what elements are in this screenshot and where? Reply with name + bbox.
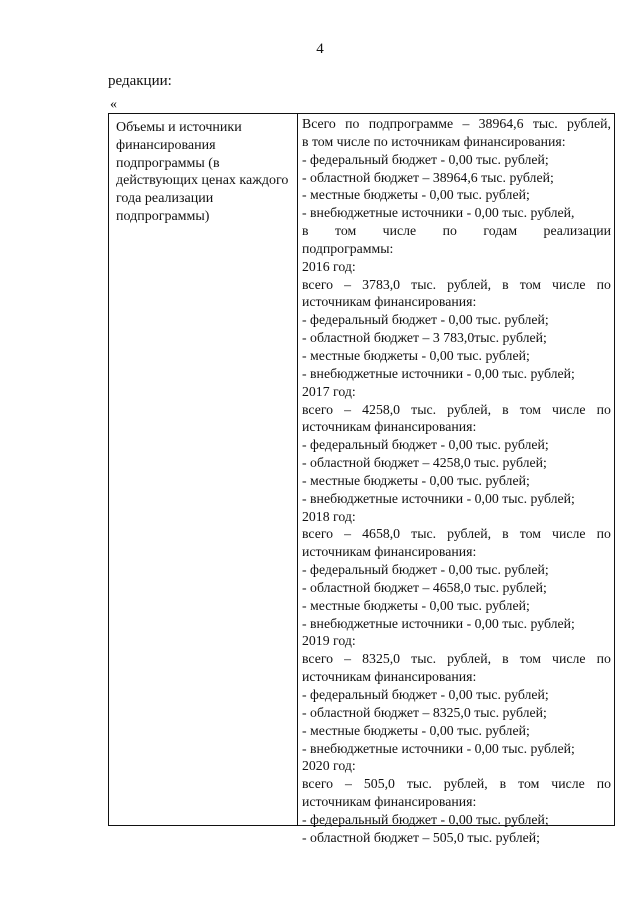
table-value-word: рублей,	[567, 116, 611, 131]
table-value-word: по	[442, 223, 457, 239]
table-value-word: в	[502, 401, 509, 417]
table-value-word: годам	[483, 223, 518, 239]
table-value-line: - федеральный бюджет - 0,00 тыс. рублей;	[302, 437, 549, 453]
table-value-line: - внебюджетные источники - 0,00 тыс. рублей;	[302, 615, 575, 631]
table-value-line: - областной бюджет – 3 783,0тыс. рублей;	[302, 330, 547, 346]
table-value-word: том	[519, 526, 541, 542]
table-value-line	[302, 650, 611, 668]
table-value-word: подпрограмме	[368, 116, 454, 131]
table-value-word: Всего	[302, 116, 336, 131]
table-value-word: в	[499, 776, 507, 792]
page-number: 4	[316, 41, 324, 57]
table-value-line: - местные бюджеты - 0,00 тыс. рублей;	[302, 597, 530, 613]
table-value-line: - внебюджетные источники - 0,00 тыс. рублей;	[302, 740, 575, 756]
table-value-word: числе	[382, 223, 417, 239]
table-value-word: –	[462, 116, 470, 131]
table-value-word: том	[334, 223, 357, 239]
table-value-line: - местные бюджеты - 0,00 тыс. рублей;	[302, 472, 530, 488]
table-value-word: тыс.	[411, 276, 437, 292]
table-value-word: рублей,	[447, 276, 492, 292]
table-value-word: числе	[552, 526, 586, 542]
table-value-word: числе	[552, 651, 586, 667]
table-value-line: - областной бюджет – 8325,0 тыс. рублей;	[302, 704, 547, 720]
table-value-line	[302, 115, 611, 133]
table-value-line: в том числе по источникам финансирования:	[302, 133, 566, 149]
table-value-word: по	[596, 276, 611, 292]
table-value-line: - федеральный бюджет - 0,00 тыс. рублей;	[302, 687, 549, 702]
table-value-word: –	[344, 276, 352, 292]
table-value-line: - областной бюджет – 4258,0 тыс. рублей;	[302, 455, 547, 471]
table-value-word: –	[345, 776, 352, 792]
table-value-word: числе	[552, 401, 586, 417]
table-value-word: всего	[302, 276, 334, 292]
table-value-line	[302, 276, 611, 294]
table-value-line: источникам финансирования:	[302, 294, 477, 310]
table-value-line: - федеральный бюджет - 0,00 тыс. рублей;	[302, 312, 549, 328]
table-value-word: тыс.	[411, 526, 437, 542]
table-value-line	[302, 401, 611, 419]
table-value-word: по	[596, 401, 611, 417]
table-value-word: всего	[302, 401, 334, 417]
table-value-line: - областной бюджет – 505,0 тыс. рублей;	[302, 829, 540, 845]
funding-table	[108, 113, 615, 845]
table-value-word: рублей,	[447, 401, 492, 417]
table-label-cell: Объемы и источники финансирования подпрограммы (в действующих ценах каждого года реализации подпрограммы)	[109, 114, 298, 825]
table-value-word: числе	[551, 776, 585, 792]
table-value-word: 3783,0	[362, 276, 401, 292]
table-value-line: - местные бюджеты - 0,00 тыс. рублей;	[302, 187, 530, 203]
table-value-word: тыс.	[411, 401, 437, 417]
table-value-word: том	[519, 651, 541, 667]
table-value-line: - местные бюджеты - 0,00 тыс. рублей;	[302, 722, 530, 738]
table-value-word: в	[502, 526, 509, 542]
table-value-line: источникам финансирования:	[302, 419, 477, 435]
table-value-word: 8325,0	[362, 651, 401, 667]
table-value-word: 505,0	[363, 776, 395, 792]
table-value-word: всего	[302, 651, 334, 667]
table-value-line: - местные бюджеты - 0,00 тыс. рублей;	[302, 347, 530, 363]
table-value-word: –	[344, 526, 352, 542]
table-value-word: 4658,0	[362, 526, 401, 542]
table-value-line: - областной бюджет – 4658,0 тыс. рублей;	[302, 579, 547, 595]
table-value-line: источникам финансирования:	[302, 794, 477, 810]
table-value-line: 2017 год:	[302, 383, 356, 399]
table-value-line: 2016 год:	[302, 258, 356, 274]
table-value-line	[302, 525, 611, 543]
table-value-word: 4258,0	[362, 401, 401, 417]
table-value-line: источникам финансирования:	[302, 544, 477, 560]
table-value-line: - внебюджетные источники - 0,00 тыс. рублей;	[302, 490, 575, 506]
table-value-word: по	[596, 526, 611, 542]
table-value-line: 2018 год:	[302, 508, 356, 524]
table-value-word: –	[344, 401, 352, 417]
table-value-word: по	[596, 651, 611, 667]
table-value-word: по	[345, 116, 360, 131]
table-value-word: рублей,	[447, 651, 492, 667]
table-value-line: 2020 год:	[302, 758, 356, 774]
table-value-word: в	[302, 223, 309, 239]
table-value-cell	[298, 114, 614, 845]
table-value-word: тыс.	[406, 776, 432, 792]
table-value-word: реализации	[543, 223, 611, 239]
table-value-word: –	[344, 651, 352, 667]
table-value-line: подпрограммы:	[302, 240, 394, 256]
table-value-line: источникам финансирования:	[302, 669, 477, 685]
opening-quote-mark: «	[110, 97, 117, 112]
table-value-word: по	[596, 776, 611, 792]
table-value-line	[302, 775, 611, 793]
table-value-line: - федеральный бюджет - 0,00 тыс. рублей;	[302, 151, 549, 167]
table-value-word: числе	[552, 276, 586, 292]
intro-text: редакции:	[108, 73, 172, 89]
table-value-word: всего	[302, 776, 334, 792]
table-value-line: - федеральный бюджет - 0,00 тыс. рублей;	[302, 562, 549, 578]
table-value-word: в	[502, 276, 509, 292]
table-value-word: всего	[302, 526, 334, 542]
table-value-line: - федеральный бюджет - 0,00 тыс. рублей;	[302, 811, 549, 827]
table-value-word: рублей,	[443, 776, 488, 792]
table-value-word: том	[519, 276, 541, 292]
table-value-word: тыс.	[532, 116, 558, 131]
table-value-line	[302, 222, 611, 240]
table-value-word: тыс.	[411, 651, 437, 667]
table-value-word: том	[519, 401, 541, 417]
table-value-line: 2019 год:	[302, 633, 356, 649]
table-value-word: 38964,6	[478, 116, 524, 131]
table-value-line: - внебюджетные источники - 0,00 тыс. рублей,	[302, 205, 575, 221]
table-value-word: рублей,	[447, 526, 492, 542]
table-value-line: - областной бюджет – 38964,6 тыс. рублей;	[302, 169, 554, 185]
table-value-word: том	[518, 776, 540, 792]
table-value-word: в	[502, 651, 509, 667]
table-value-line: - внебюджетные источники - 0,00 тыс. рублей;	[302, 365, 575, 381]
